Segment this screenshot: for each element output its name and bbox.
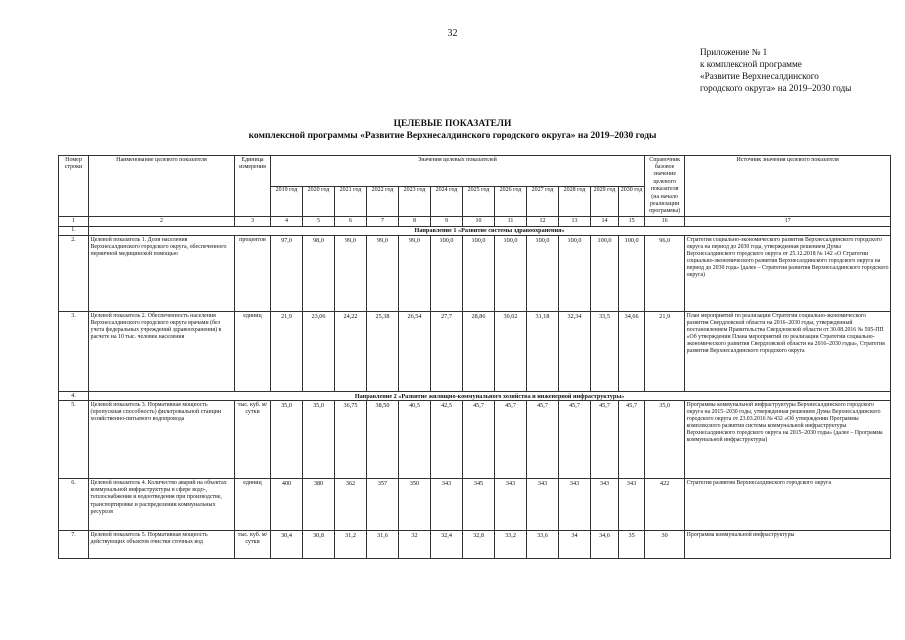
table-row: [59, 531, 891, 559]
value-cell: 31,2: [335, 531, 367, 559]
column-number: 14: [591, 217, 619, 226]
section-number: 1.: [59, 226, 89, 235]
header-row: [59, 156, 891, 187]
reference-value: 35,0: [645, 401, 685, 479]
value-cell: 45,7: [591, 401, 619, 479]
value-cell: 100,0: [619, 236, 645, 312]
header-year: 2022 год: [367, 186, 399, 217]
appendix-line-1: Приложение № 1: [700, 47, 768, 57]
appendix-line-3: «Развитие Верхнесалдинского: [700, 71, 819, 81]
reference-value: 30: [645, 531, 685, 559]
value-cell: 98,0: [303, 236, 335, 312]
column-number: 6: [335, 217, 367, 226]
header-year: 2029 год: [591, 186, 619, 217]
value-cell: 32,4: [431, 531, 463, 559]
source-text: Программа коммунальной инфраструктуры: [685, 531, 891, 559]
header-unit: Единица измерения: [235, 156, 271, 217]
value-cell: 30,02: [495, 312, 527, 392]
header-year: 2027 год: [527, 186, 559, 217]
unit: единиц: [235, 479, 271, 531]
value-cell: 99,0: [335, 236, 367, 312]
section-title: Направление 1 «Развитие системы здравоохранения»: [89, 226, 891, 235]
header-year: 2026 год: [495, 186, 527, 217]
value-cell: 100,0: [431, 236, 463, 312]
reference-value: 422: [645, 479, 685, 531]
value-cell: 45,7: [559, 401, 591, 479]
header-year: 2028 год: [559, 186, 591, 217]
value-cell: 100,0: [495, 236, 527, 312]
table-row: [59, 401, 891, 479]
value-cell: 45,7: [527, 401, 559, 479]
value-cell: 35: [619, 531, 645, 559]
value-cell: 343: [495, 479, 527, 531]
value-cell: 99,0: [399, 236, 431, 312]
header-values-group: Значения целевых показателей: [271, 156, 645, 187]
value-cell: 45,7: [495, 401, 527, 479]
column-number: 3: [235, 217, 271, 226]
value-cell: 34,66: [619, 312, 645, 392]
table-row: [59, 312, 891, 392]
appendix-line-4: городского округа» на 2019–2030 годы: [700, 83, 852, 93]
value-cell: 343: [619, 479, 645, 531]
unit: процентов: [235, 236, 271, 312]
value-cell: 32,34: [559, 312, 591, 392]
header-year: 2030 год: [619, 186, 645, 217]
title-line-2: комплексной программы «Развитие Верхнесалдинского городского округа» на 2019–2030 годы: [248, 131, 657, 141]
source-text: План мероприятий по реализации Стратегии социально-экономического развития Свердловской области на 2016–2030 годы, утвержденный постановлением Правительства Свердловской области от 30.08.2016 № 595-ПП «Об утверждении Плана мероприятий по реализации Стратегии социально-экономического развития Свердловской области на 2016–2030 годы», Стратегия развития Верхнесалдинского городского округа: [685, 312, 891, 392]
column-number: 5: [303, 217, 335, 226]
indicator-name: Целевой показатель 5. Нормативная мощность действующих объектов очистки сточных вод: [89, 531, 235, 559]
value-cell: 31,18: [527, 312, 559, 392]
indicator-name: Целевой показатель 1. Доля населения Верхнесалдинского городского округа, обеспеченного первичной медицинской помощью: [89, 236, 235, 312]
value-cell: 345: [463, 479, 495, 531]
unit: тыс. куб. м/ сутки: [235, 401, 271, 479]
value-cell: 35,0: [271, 401, 303, 479]
value-cell: 45,7: [463, 401, 495, 479]
header-year: 2025 год: [463, 186, 495, 217]
value-cell: 380: [303, 479, 335, 531]
column-number-row: [59, 217, 891, 226]
value-cell: 343: [591, 479, 619, 531]
header-source: Источник значения целевого показателя: [685, 156, 891, 217]
value-cell: 30,8: [303, 531, 335, 559]
value-cell: 100,0: [527, 236, 559, 312]
row-number: 5.: [59, 401, 89, 479]
value-cell: 36,75: [335, 401, 367, 479]
section-row: [59, 226, 891, 235]
value-cell: 21,9: [271, 312, 303, 392]
page-number: 32: [447, 28, 458, 39]
value-cell: 362: [335, 479, 367, 531]
header-row-number: Номер строки: [59, 156, 89, 217]
value-cell: 350: [399, 479, 431, 531]
indicator-name: Целевой показатель 4. Количество аварий на объектах коммунальной инфраструктуры в сфере водо-, теплоснабжения и водоотведения при производстве, транспортировке и распределении коммунальных ресурсов: [89, 479, 235, 531]
value-cell: 33,6: [527, 531, 559, 559]
section-number: 4.: [59, 392, 89, 401]
value-cell: 34: [559, 531, 591, 559]
section-title: Направление 2 «Развитие жилищно-коммунального хозяйства и инженерной инфраструктуры»: [89, 392, 891, 401]
value-cell: 35,0: [303, 401, 335, 479]
source-text: Стратегия развития Верхнесалдинского городского округа: [685, 479, 891, 531]
reference-value: 96,0: [645, 236, 685, 312]
header-year: 2020 год: [303, 186, 335, 217]
column-number: 4: [271, 217, 303, 226]
value-cell: 31,6: [367, 531, 399, 559]
column-number: 11: [495, 217, 527, 226]
value-cell: 99,0: [367, 236, 399, 312]
unit: единиц: [235, 312, 271, 392]
title-line-1: ЦЕЛЕВЫЕ ПОКАЗАТЕЛИ: [393, 119, 512, 129]
value-cell: 24,22: [335, 312, 367, 392]
header-year: 2024 год: [431, 186, 463, 217]
header-year: 2019 год: [271, 186, 303, 217]
header-reference: Справочник базовое значение целевого показателя (на начало реализации программы): [645, 156, 685, 217]
column-number: 17: [685, 217, 891, 226]
value-cell: 26,54: [399, 312, 431, 392]
column-number: 1: [59, 217, 89, 226]
value-cell: 100,0: [463, 236, 495, 312]
value-cell: 42,5: [431, 401, 463, 479]
value-cell: 343: [559, 479, 591, 531]
value-cell: 343: [431, 479, 463, 531]
value-cell: 34,6: [591, 531, 619, 559]
value-cell: 343: [527, 479, 559, 531]
column-number: 12: [527, 217, 559, 226]
table-row: [59, 236, 891, 312]
value-cell: 28,86: [463, 312, 495, 392]
value-cell: 357: [367, 479, 399, 531]
value-cell: 33,5: [591, 312, 619, 392]
value-cell: 100,0: [591, 236, 619, 312]
value-cell: 400: [271, 479, 303, 531]
column-number: 8: [399, 217, 431, 226]
value-cell: 23,06: [303, 312, 335, 392]
column-number: 10: [463, 217, 495, 226]
column-number: 7: [367, 217, 399, 226]
indicator-name: Целевой показатель 3. Нормативная мощность (пропускная способность) фильтровальной станции хозяйственно-питьевого водопровода: [89, 401, 235, 479]
header-year: 2023 год: [399, 186, 431, 217]
value-cell: 97,0: [271, 236, 303, 312]
appendix-line-2: к комплексной программе: [700, 59, 802, 69]
row-number: 2.: [59, 236, 89, 312]
column-number: 16: [645, 217, 685, 226]
row-number: 7.: [59, 531, 89, 559]
column-number: 15: [619, 217, 645, 226]
unit: тыс. куб. м/ сутки: [235, 531, 271, 559]
value-cell: 45,7: [619, 401, 645, 479]
value-cell: 30,4: [271, 531, 303, 559]
column-number: 13: [559, 217, 591, 226]
value-cell: 40,5: [399, 401, 431, 479]
value-cell: 27,7: [431, 312, 463, 392]
indicators-table: [58, 155, 891, 559]
value-cell: 32,8: [463, 531, 495, 559]
header-year: 2021 год: [335, 186, 367, 217]
value-cell: 32: [399, 531, 431, 559]
column-number: 9: [431, 217, 463, 226]
column-number: 2: [89, 217, 235, 226]
row-number: 3.: [59, 312, 89, 392]
table-row: [59, 479, 891, 531]
value-cell: 38,50: [367, 401, 399, 479]
document-title: [0, 118, 905, 142]
header-indicator-name: Наименование целевого показателя: [89, 156, 235, 217]
appendix-note: [700, 46, 900, 94]
indicator-name: Целевой показатель 2. Обеспеченность населения Верхнесалдинского городского округа врачами (без учета федеральных учреждений здравоохранения) в расчете на 10 тыс. человек населения: [89, 312, 235, 392]
reference-value: 21,9: [645, 312, 685, 392]
row-number: 6.: [59, 479, 89, 531]
source-text: Программы коммунальной инфраструктуры Верхнесалдинского городского округа на 2015–2030 годы, утвержденная решением Думы Верхнесалдинского городского округа от 23.03.2016 № 432 «Об утверждении Программы комплексного развития системы коммунальной инфраструктуры Верхнесалдинского городского округа на 2015–2030 годы» (далее – Программа коммунальной инфраструктуры): [685, 401, 891, 479]
section-row: [59, 392, 891, 401]
value-cell: 25,38: [367, 312, 399, 392]
value-cell: 33,2: [495, 531, 527, 559]
value-cell: 100,0: [559, 236, 591, 312]
source-text: Стратегия социально-экономического развития Верхнесалдинского городского округа на период до 2030 года, утвержденная решением Думы Верхнесалдинского городского округа от 25.12.2018 № 142 «О Стратегии социально-экономического развития Верхнесалдинского городского округа на период до 2030 года» (далее – Стратегия развития Верхнесалдинского городского округа): [685, 236, 891, 312]
